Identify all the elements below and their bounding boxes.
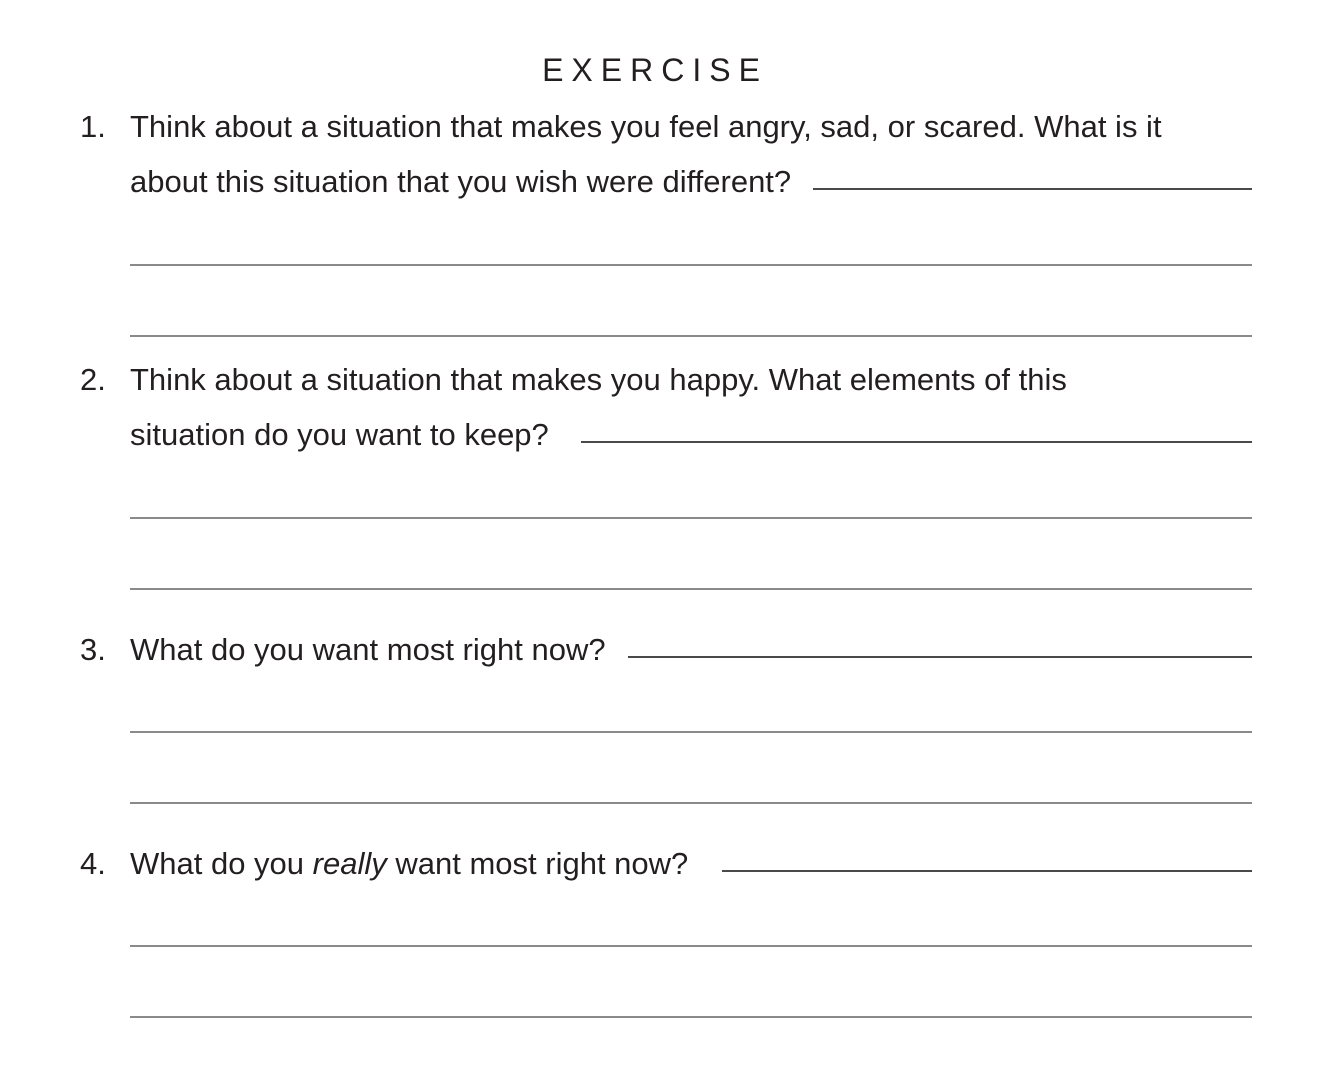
answer-blank-inline[interactable] xyxy=(722,844,1252,872)
question-text xyxy=(130,630,1252,670)
question-text xyxy=(130,162,1252,202)
answer-line[interactable] xyxy=(130,517,1252,519)
answer-blank-inline[interactable] xyxy=(628,630,1252,658)
answer-line[interactable] xyxy=(130,588,1252,590)
question-number: 3. xyxy=(80,632,106,667)
question-text-line xyxy=(130,844,688,884)
question-number: 2. xyxy=(80,362,106,397)
question-text-line: situation do you want to keep? xyxy=(130,417,549,452)
question-text-line: Think about a situation that makes you happy. What elements of this xyxy=(130,362,1067,397)
page-title: EXERCISE xyxy=(542,52,768,88)
question-text-line: about this situation that you wish were different? xyxy=(130,164,792,199)
answer-line[interactable] xyxy=(130,802,1252,804)
question-text xyxy=(130,844,1252,884)
question-text xyxy=(130,360,1252,400)
question-text-start: What do you xyxy=(130,846,313,881)
question-text xyxy=(130,415,1252,455)
question-text-end: want most right now? xyxy=(386,846,689,881)
question-text xyxy=(130,107,1252,147)
answer-line[interactable] xyxy=(130,731,1252,733)
question-text-line: Think about a situation that makes you feel angry, sad, or scared. What is it xyxy=(130,109,1162,144)
answer-blank-inline[interactable] xyxy=(813,162,1252,190)
answer-line[interactable] xyxy=(130,945,1252,947)
question-number: 1. xyxy=(80,109,106,144)
emphasis-text: really xyxy=(312,846,387,881)
answer-line[interactable] xyxy=(130,264,1252,266)
answer-line[interactable] xyxy=(130,1016,1252,1018)
answer-blank-inline[interactable] xyxy=(581,415,1252,443)
answer-line[interactable] xyxy=(130,335,1252,337)
question-text-line: What do you want most right now? xyxy=(130,632,606,667)
question-number: 4. xyxy=(80,846,106,881)
